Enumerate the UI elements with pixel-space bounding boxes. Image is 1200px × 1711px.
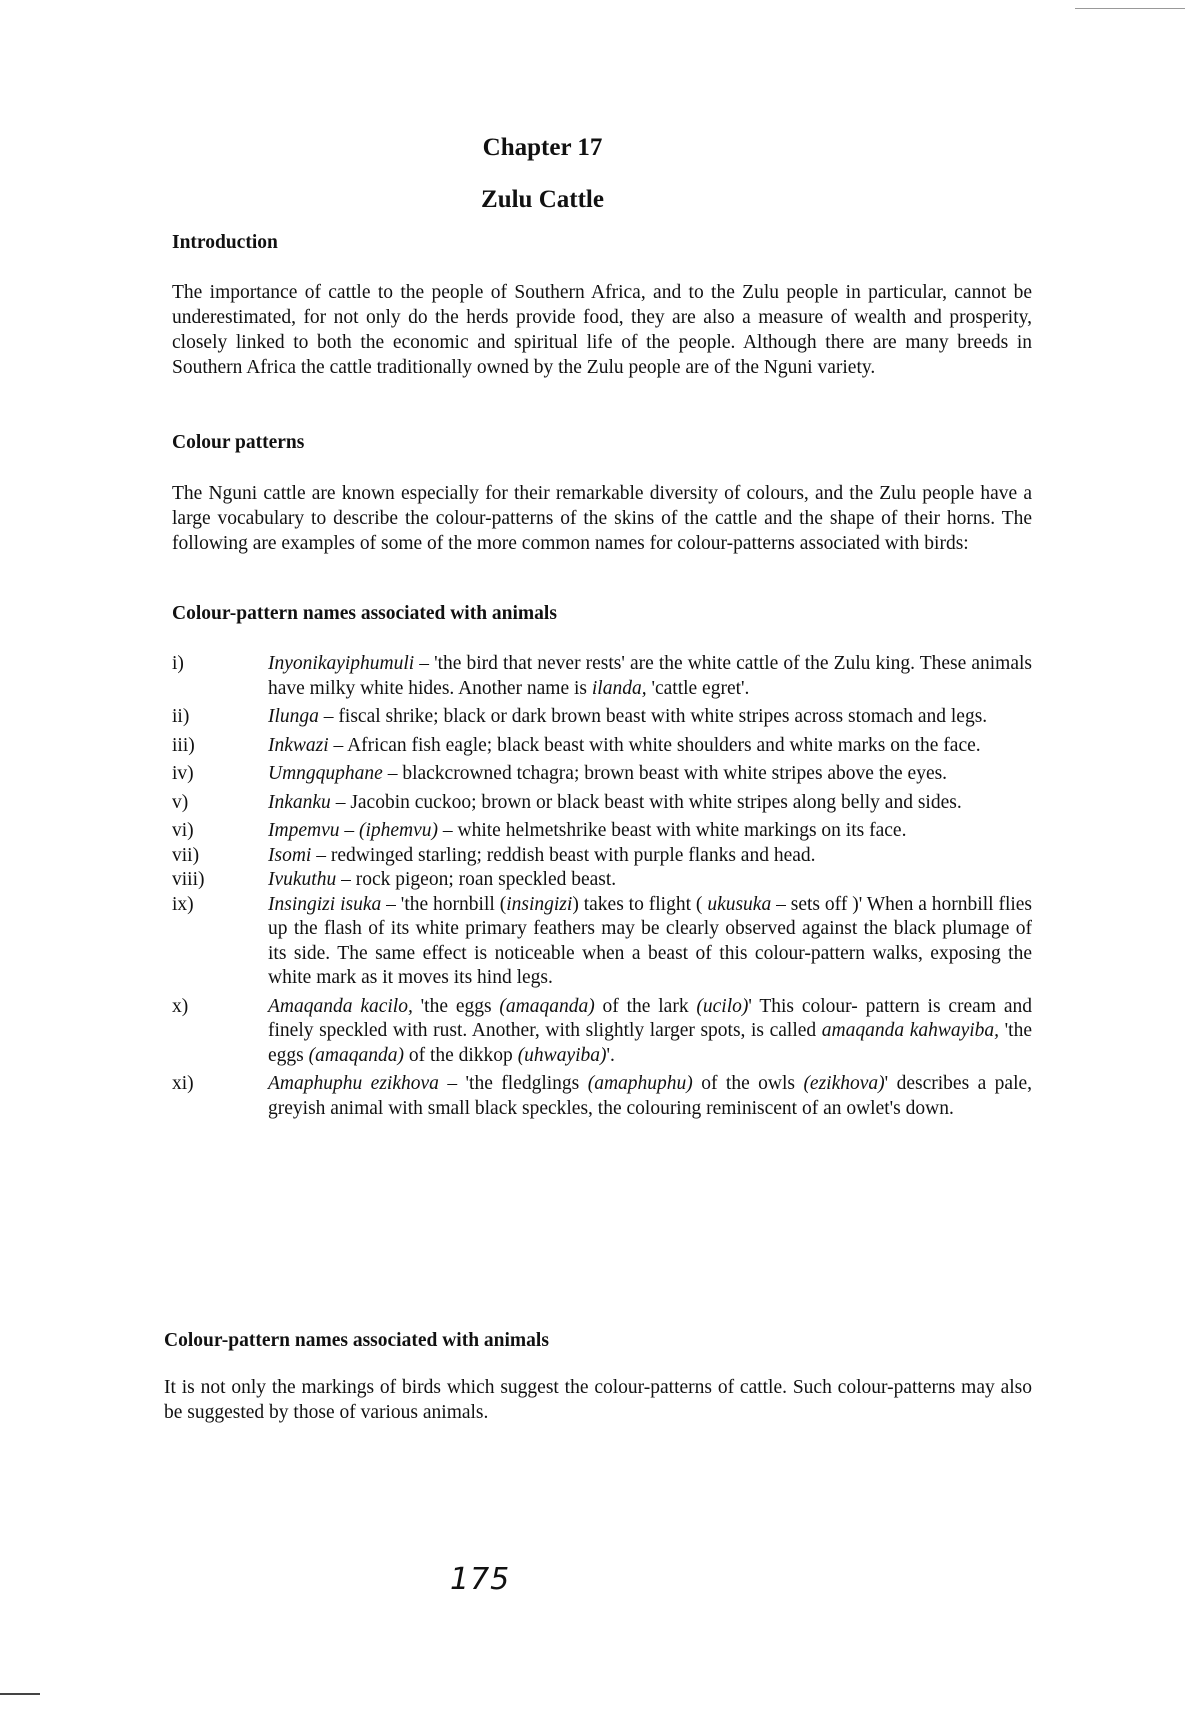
item-name: Amaphuphu ezikhova [268, 1073, 439, 1094]
list-item [172, 819, 1032, 844]
item-description: of the dikkop [403, 1044, 518, 1066]
item-number: vi) [172, 820, 194, 841]
item-number: iii) [172, 734, 195, 756]
introduction-heading: Introduction [172, 232, 278, 253]
item-number: ix) [172, 893, 194, 915]
item-description: – blackcrowned tchagra; brown beast with white stripes above the eyes. [382, 763, 948, 784]
item-description: ' This colour- pattern is cream and finely speckled with rust. Another, with slightly larger spots, is called [268, 995, 1032, 1041]
item-term: ukusuka [707, 893, 772, 915]
item-description-end: 'cattle egret'. [646, 677, 750, 699]
introduction-paragraph: The importance of cattle to the people of Southern Africa, and to the Zulu people in particular, cannot be underestimated, for not only do the herds provide food, they are also a measure of wealth and prosperity, closely linked to both the economic and spiritual life of the people. Although there are many breeds in Southern Africa the cattle traditionally owned by the Zulu people are of the Nguni variety. [172, 282, 1032, 378]
animal-patterns-heading: Colour-pattern names associated with animals [164, 1330, 549, 1351]
bird-pattern-list [172, 652, 1032, 1125]
item-name: Inkwazi [268, 734, 329, 756]
item-description: – white helmetshrike beast with white markings on its face. [438, 820, 907, 841]
item-text [268, 1072, 1032, 1121]
item-term: (ucilo) [696, 995, 749, 1017]
item-description: 'the eggs [268, 1020, 1032, 1066]
colour-patterns-paragraph: The Nguni cattle are known especially for their remarkable diversity of colours, and the Zulu people have a large vocabulary to describe the colour-patterns of the skins of the cattle and the shape of their horns. The following are examples of some of the more common names for colour-patterns associated with birds: [172, 483, 1032, 554]
list-item [172, 762, 1032, 787]
item-description: – 'the hornbill ( [381, 893, 507, 915]
item-name: Umngquphane [268, 763, 383, 784]
item-name: Amaqanda kacilo, [268, 995, 413, 1017]
animal-patterns-paragraph: It is not only the markings of birds which suggest the colour-patterns of cattle. Such colour-patterns may also be suggested by those of various animals. [164, 1377, 1032, 1423]
item-name: Isomi [268, 844, 312, 866]
page-number: 175 [450, 1562, 511, 1597]
item-term: (amaqanda) [308, 1044, 404, 1066]
list-item [172, 868, 1032, 893]
item-number: vii) [172, 844, 200, 866]
item-text [268, 734, 1032, 759]
item-text [268, 819, 1032, 844]
item-name: Inyonikayiphumuli [268, 653, 415, 674]
item-text [268, 652, 1032, 701]
item-description: of the lark [594, 995, 697, 1017]
item-text [268, 868, 1032, 893]
item-text [268, 791, 1032, 816]
item-text [268, 844, 1032, 869]
item-description: '. [606, 1044, 615, 1066]
item-term: (amaqanda) [499, 995, 595, 1017]
item-number: iv) [172, 763, 194, 784]
list-item [172, 844, 1032, 869]
item-name: Ilunga [268, 706, 319, 727]
item-number: v) [172, 791, 189, 813]
item-term: (ezikhova) [803, 1073, 885, 1094]
item-text [268, 995, 1032, 1069]
item-term: insingizi [506, 893, 573, 915]
item-description: – fiscal shrike; black or dark brown beast with white stripes across stomach and legs. [318, 706, 988, 727]
item-name: Ivukuthu [268, 869, 337, 890]
chapter-label: Chapter 17 [482, 134, 603, 161]
item-name: Impemvu – (iphemvu) [268, 820, 439, 841]
item-description: – Jacobin cuckoo; brown or black beast with white stripes along belly and sides. [330, 791, 962, 813]
list-item [172, 734, 1032, 759]
item-description: ' describes a pale, greyish animal with small black speckles, the colouring reminiscent of an owlet's down. [268, 1073, 1033, 1119]
item-description: of the owls [692, 1073, 804, 1094]
item-number: x) [172, 995, 189, 1017]
item-alt-name: ilanda, [591, 677, 647, 699]
list-item [172, 1072, 1032, 1121]
item-name: Insingizi isuka [268, 893, 382, 915]
item-description: – sets off )' When a hornbill flies up the flash of its white primary feathers may be clearly observed against the black plumage of its side. The same effect is noticeable when a beast of this colour-pattern walks, exposing the white mark as it moves its hind legs. [268, 893, 1033, 988]
item-description: – redwinged starling; reddish beast with purple flanks and head. [311, 844, 816, 866]
item-text [268, 893, 1032, 991]
item-description: 'the eggs [412, 995, 500, 1017]
item-description: – rock pigeon; roan speckled beast. [336, 869, 617, 890]
item-description: ) takes to flight ( [572, 893, 708, 915]
list-item [172, 791, 1032, 816]
item-text [268, 705, 1032, 730]
list-item [172, 652, 1032, 701]
item-description: – 'the bird that never rests' are the white cattle of the Zulu king. These animals have milky white hides. Another name is [268, 653, 1032, 699]
item-text [268, 762, 1032, 787]
chapter-title: Zulu Cattle [481, 186, 604, 213]
list-item [172, 995, 1032, 1069]
item-number: xi) [172, 1073, 194, 1094]
colour-patterns-heading: Colour patterns [172, 432, 305, 453]
list-item [172, 705, 1032, 730]
scan-artifact [0, 1693, 40, 1695]
item-description: – 'the fledglings [438, 1073, 588, 1094]
item-number: ii) [172, 706, 190, 727]
item-number: viii) [172, 869, 205, 890]
item-description: – African fish eagle; black beast with white shoulders and white marks on the face. [328, 734, 981, 756]
item-number: i) [172, 653, 184, 674]
item-term: (amaphuphu) [587, 1073, 693, 1094]
scan-artifact [1075, 8, 1185, 9]
item-term: amaqanda kahwayiba, [821, 1020, 1000, 1041]
item-name: Inkanku [268, 791, 331, 813]
bird-patterns-heading: Colour-pattern names associated with animals [172, 603, 557, 624]
list-item [172, 893, 1032, 991]
item-term: (uhwayiba) [517, 1044, 607, 1066]
